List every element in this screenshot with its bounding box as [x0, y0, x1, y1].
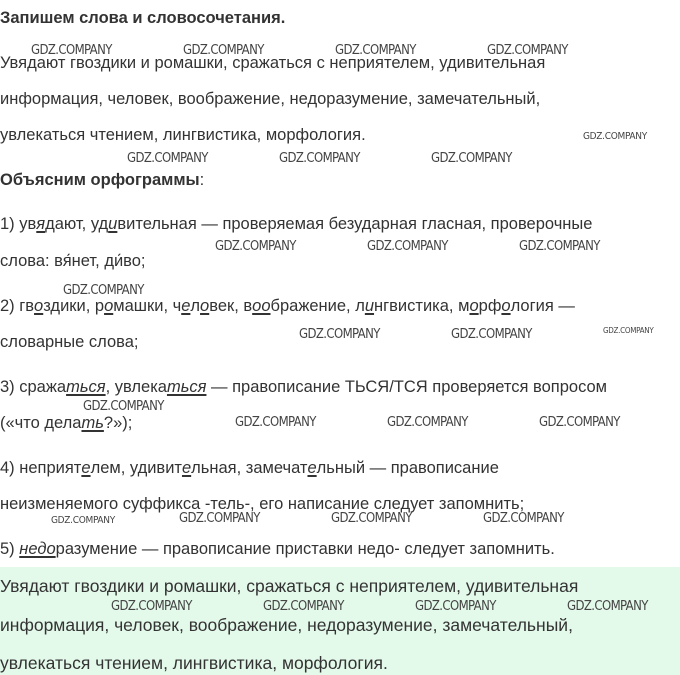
- watermark: GDZ.COMPANY: [127, 151, 208, 166]
- watermark: GDZ.COMPANY: [63, 283, 144, 298]
- watermark: GDZ.COMPANY: [331, 511, 412, 526]
- watermark: GDZ.COMPANY: [215, 239, 296, 254]
- item-2-line-1: 2) гвоздики, ромашки, человек, воображение, лингвистика, морфология —: [0, 297, 575, 315]
- item-1-line-2: слова: вя́нет, ди́во;: [0, 252, 146, 270]
- item-1-line-1: 1) увядают, удивительная — проверяемая безударная гласная, проверочные: [0, 215, 593, 233]
- item-4-line-1: 4) неприятелем, удивительная, замечательный — правописание: [0, 459, 499, 477]
- watermark: GDZ.COMPANY: [451, 327, 532, 342]
- heading-write-words: Запишем слова и словосочетания.: [0, 9, 286, 27]
- answer-line-1: Увядают гвоздики и ромашки, сражаться с неприятелем, удивительная: [0, 576, 579, 596]
- item-2-line-2: словарные слова;: [0, 333, 139, 351]
- watermark: GDZ.COMPANY: [299, 327, 380, 342]
- watermark: GDZ.COMPANY: [431, 151, 512, 166]
- watermark: GDZ.COMPANY: [415, 599, 496, 614]
- item-3-line-1: 3) сражаться, увлекаться — правописание ТЬСЯ/ТСЯ проверяется вопросом: [0, 378, 608, 396]
- watermark: GDZ.COMPANY: [279, 151, 360, 166]
- watermark: GDZ.COMPANY: [487, 43, 568, 58]
- watermark: GDZ.COMPANY: [583, 131, 647, 142]
- watermark: GDZ.COMPANY: [235, 415, 316, 430]
- watermark: GDZ.COMPANY: [483, 511, 564, 526]
- answer-block: [0, 567, 680, 675]
- words-line-2: информация, человек, воображение, недоразумение, замечательный,: [0, 90, 541, 108]
- answer-line-3: увлекаться чтением, лингвистика, морфология.: [0, 653, 388, 673]
- watermark: GDZ.COMPANY: [111, 599, 192, 614]
- watermark: GDZ.COMPANY: [263, 599, 344, 614]
- watermark: GDZ.COMPANY: [603, 326, 654, 335]
- watermark: GDZ.COMPANY: [83, 399, 164, 414]
- heading-explain-orthograms: Объясним орфограммы:: [0, 171, 205, 189]
- watermark: GDZ.COMPANY: [335, 43, 416, 58]
- item-4-line-2: неизменяемого суффикса -тель-, его написание следует запомнить;: [0, 495, 525, 513]
- watermark: GDZ.COMPANY: [31, 43, 112, 58]
- watermark: GDZ.COMPANY: [567, 599, 648, 614]
- words-line-3: увлекаться чтением, лингвистика, морфология.: [0, 126, 366, 144]
- item-3-line-2: («что делать?»);: [0, 414, 133, 432]
- watermark: GDZ.COMPANY: [183, 43, 264, 58]
- item-5-line-1: 5) недоразумение — правописание приставки недо- следует запомнить.: [0, 540, 555, 558]
- watermark: GDZ.COMPANY: [387, 415, 468, 430]
- watermark: GDZ.COMPANY: [519, 239, 600, 254]
- watermark: GDZ.COMPANY: [179, 511, 260, 526]
- watermark: GDZ.COMPANY: [539, 415, 620, 430]
- answer-line-2: информация, человек, воображение, недоразумение, замечательный,: [0, 615, 573, 635]
- words-line-1: Увядают гвоздики и ромашки, сражаться с неприятелем, удивительная: [0, 54, 546, 72]
- watermark: GDZ.COMPANY: [367, 239, 448, 254]
- watermark: GDZ.COMPANY: [51, 515, 115, 526]
